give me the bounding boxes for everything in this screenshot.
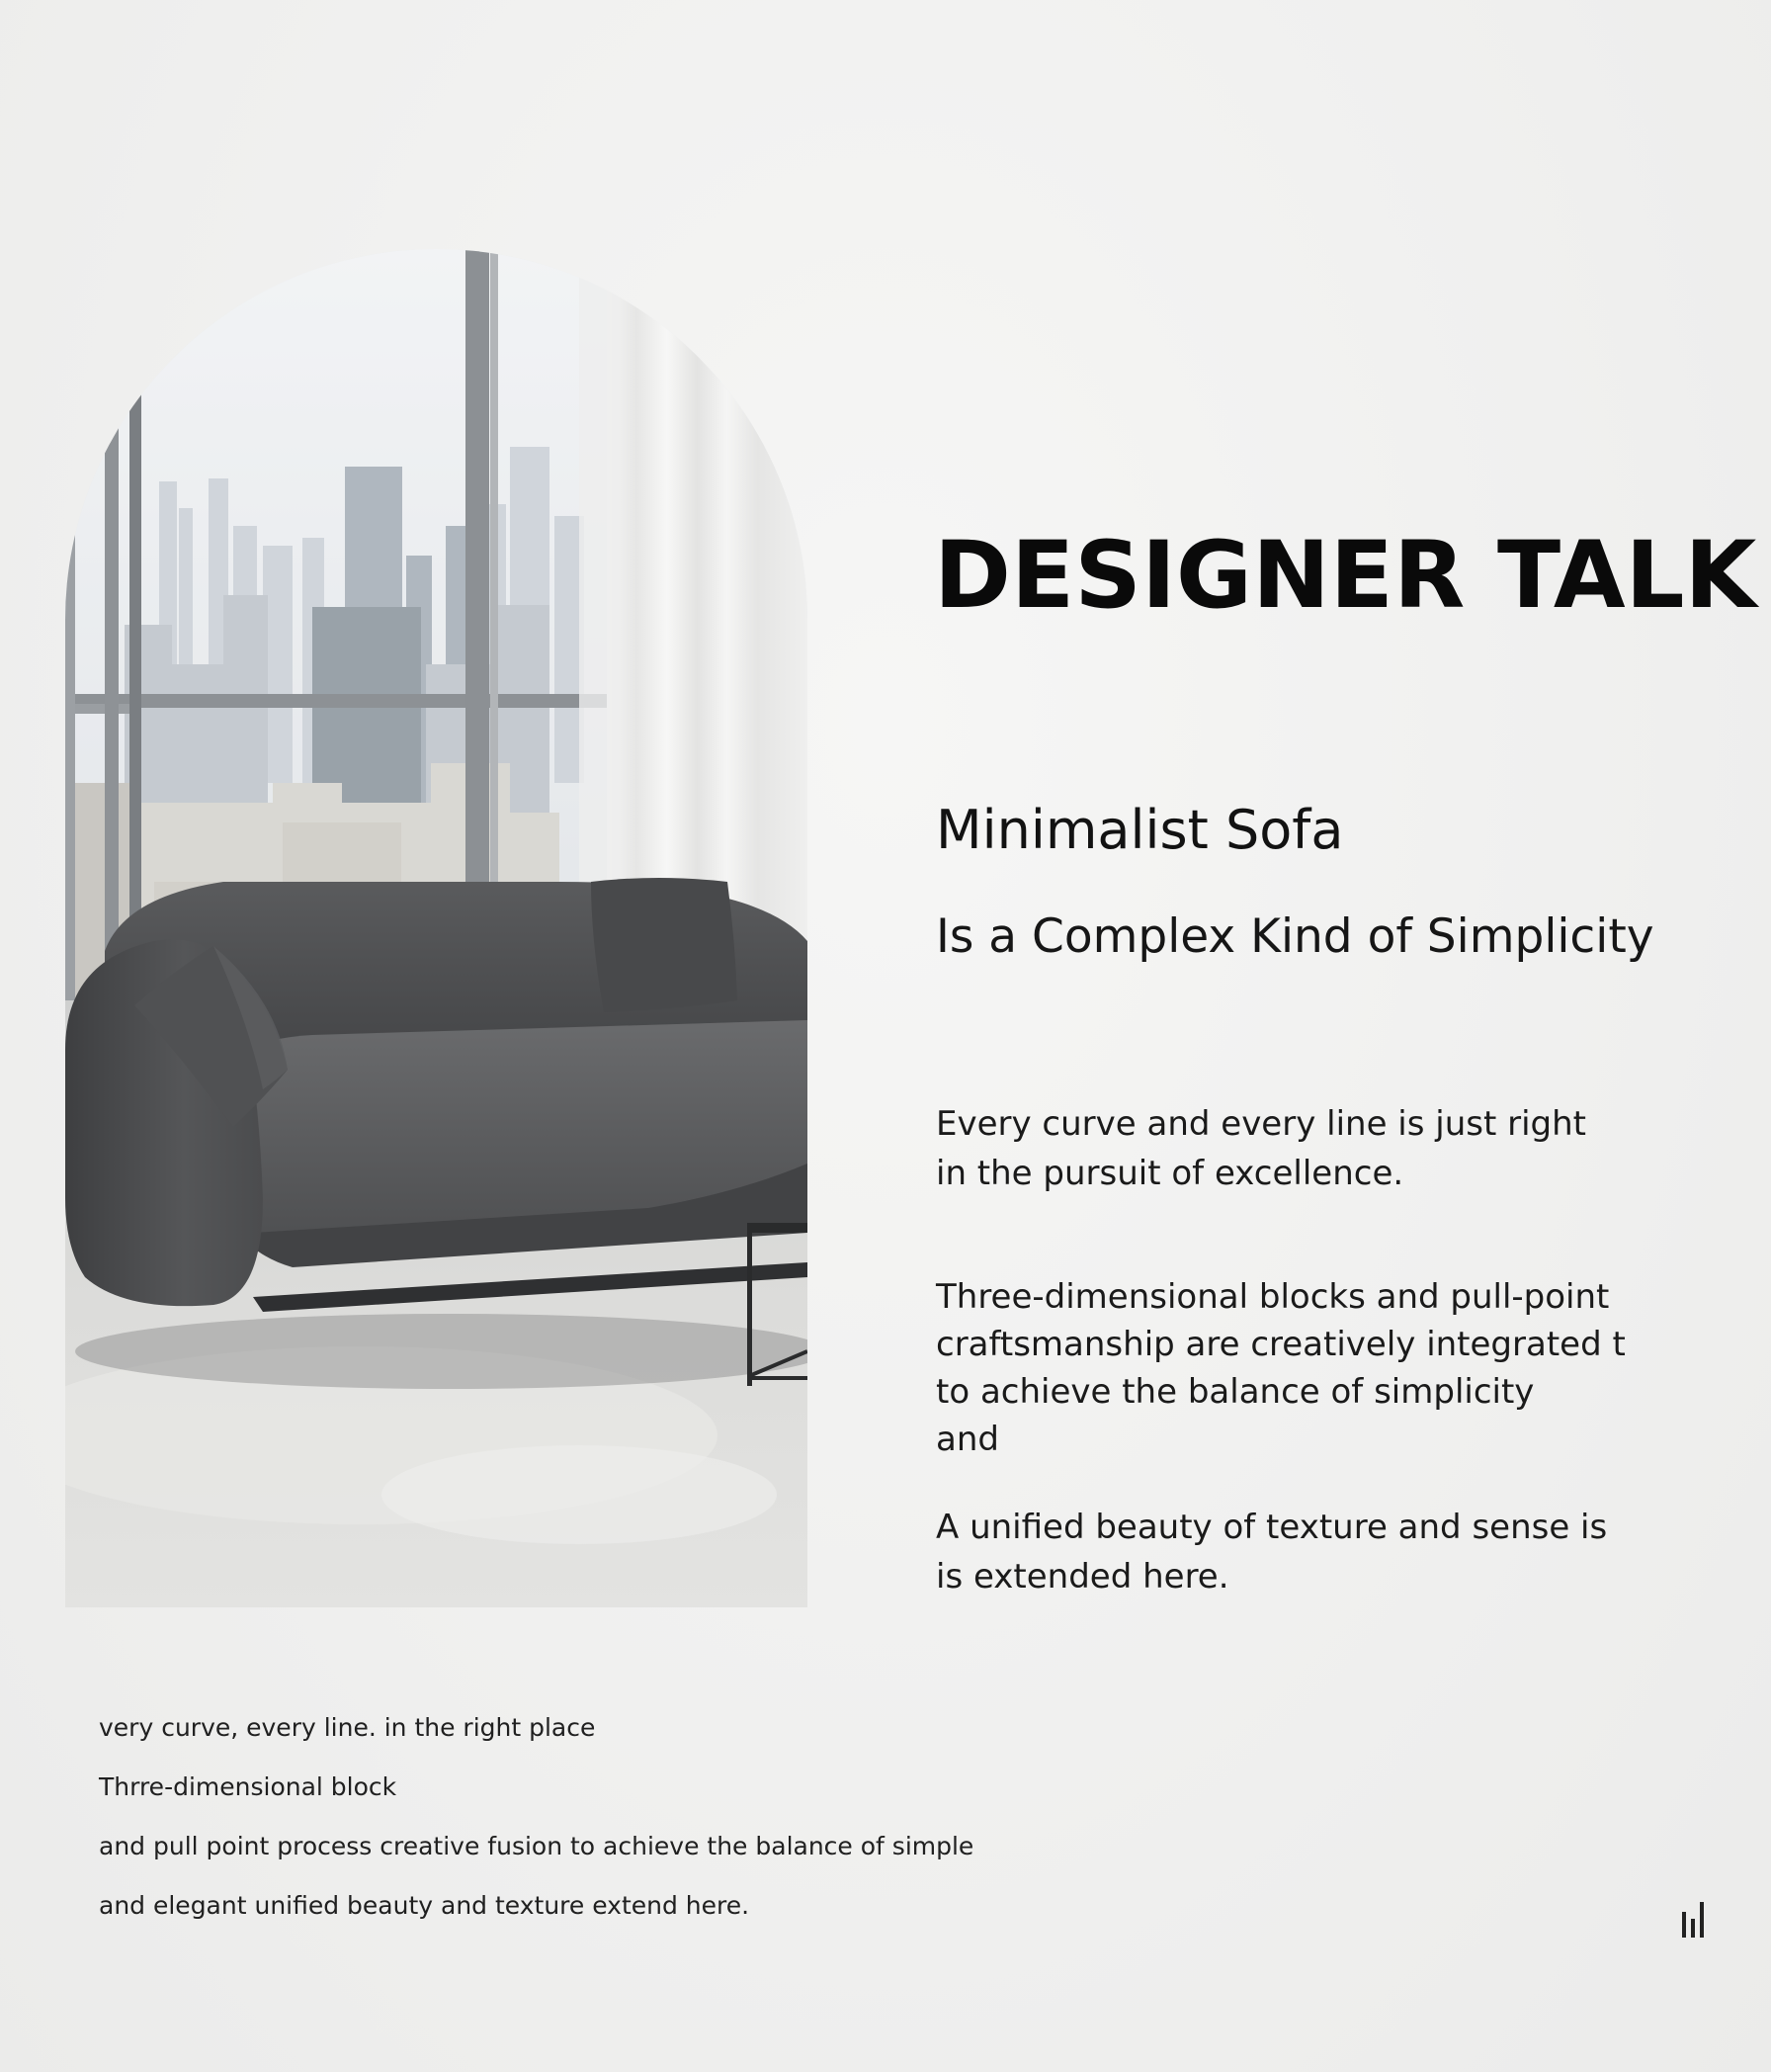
paragraph-line: is extended here. <box>936 1557 1229 1597</box>
paragraph-line: Every curve and every line is just right <box>936 1104 1587 1144</box>
footer-text-block <box>99 1708 973 1945</box>
bar-mark-icon <box>1680 1902 1710 1938</box>
tagline: Is a Complex Kind of Simplicity <box>936 909 1654 964</box>
paragraph-line: craftsmanship are creatively integrated t <box>936 1325 1626 1364</box>
paragraph-line: to achieve the balance of simplicity <box>936 1372 1535 1412</box>
body-paragraph-3 <box>936 1503 1607 1601</box>
sofa-scene-illustration <box>65 249 807 1607</box>
body-paragraph-1 <box>936 1099 1586 1198</box>
paragraph-line: in the pursuit of excellence. <box>936 1154 1404 1193</box>
footer-line: Thrre-dimensional block <box>99 1772 397 1801</box>
subtitle: Minimalist Sofa <box>936 799 1344 861</box>
footer-line: very curve, every line. in the right place <box>99 1713 596 1742</box>
body-paragraph-2 <box>936 1273 1626 1463</box>
footer-line: and elegant unified beauty and texture extend here. <box>99 1891 750 1920</box>
headline: DESIGNER TALK <box>934 522 1757 630</box>
sofa-photo <box>65 249 807 1607</box>
footer-line: and pull point process creative fusion to achieve the balance of simple <box>99 1832 974 1860</box>
paragraph-line: and <box>936 1420 999 1459</box>
paragraph-line: Three-dimensional blocks and pull-point <box>936 1277 1610 1317</box>
paragraph-line: A unified beauty of texture and sense is <box>936 1508 1608 1547</box>
